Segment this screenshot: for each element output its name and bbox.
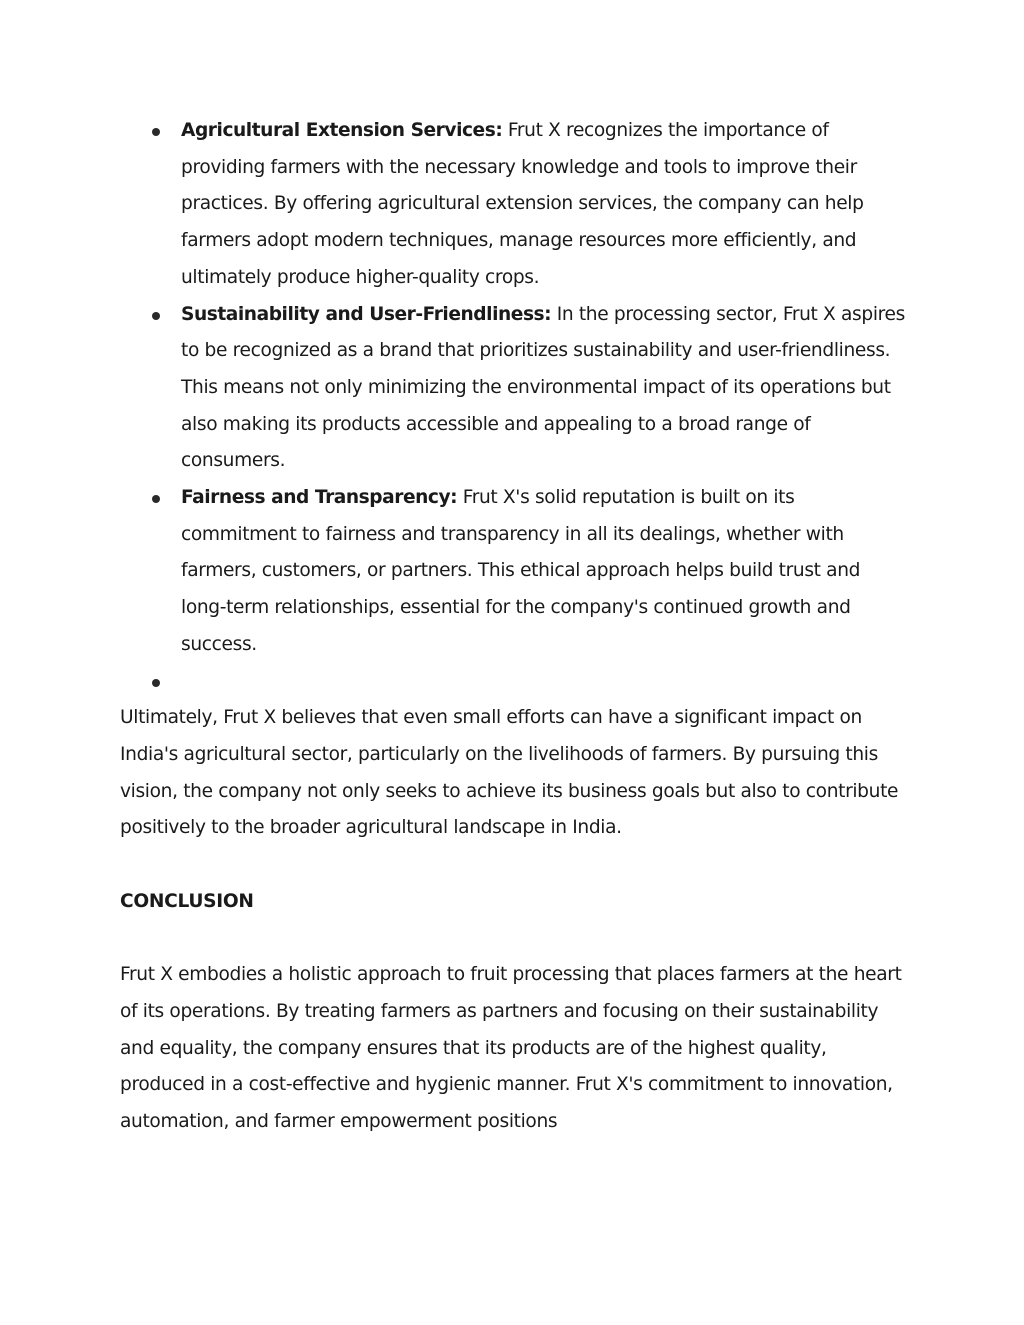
bullet-text: In the processing sector, Frut X aspires to be recognized as a brand that prioritizes sustainability and user-friendliness. This means not only minimizing the environmental impact of its operations but also making its products accessible and appealing to a broad range of consumers. [181, 303, 905, 472]
page-content [120, 113, 905, 1141]
bullet-item-empty [120, 664, 905, 701]
bullet-list [120, 113, 905, 700]
bullet-dot-icon [152, 312, 160, 320]
bullet-dot-icon [152, 128, 160, 136]
conclusion-heading: CONCLUSION [120, 890, 254, 912]
bullet-text: Frut X's solid reputation is built on its commitment to fairness and transparency in all its dealings, whether with farmers, customers, or partners. This ethical approach helps build trust and long-term relationships, essential for the company's continued growth and success. [181, 487, 861, 655]
bullet-item-sustainability [120, 297, 905, 481]
bullet-item-fairness [120, 480, 905, 664]
bullet-term: Agricultural Extension Services: [181, 120, 503, 141]
bullet-term: Fairness and Transparency: [181, 487, 458, 509]
bullet-text: Frut X recognizes the importance of providing farmers with the necessary knowledge and tools to improve their practices. By offering agricultural extension services, the company can help farmers adopt modern techniques, manage resources more efficiently, and ultimately produce higher-quality crops. [181, 120, 864, 288]
bullet-term: Sustainability and User-Friendliness: [181, 303, 552, 325]
bullet-dot-icon [152, 679, 160, 687]
bullet-dot-icon [152, 495, 160, 503]
conclusion-paragraph: Frut X embodies a holistic approach to fruit processing that places farmers at the heart of its operations. By treating farmers as partners and focusing on their sustainability and equality, the company ensures that its products are of the highest quality, produced in a cost-effective and hygienic manner. Frut X's commitment to innovation, automation, and farmer empowerment positions [120, 964, 902, 1132]
closing-paragraph: Ultimately, Frut X believes that even small efforts can have a significant impact on India's agricultural sector, particularly on the livelihoods of farmers. By pursuing this vision, the company not only seeks to achieve its business goals but also to contribute positively to the broader agricultural landscape in India. [120, 707, 899, 839]
bullet-item-agricultural-extension [120, 113, 905, 297]
